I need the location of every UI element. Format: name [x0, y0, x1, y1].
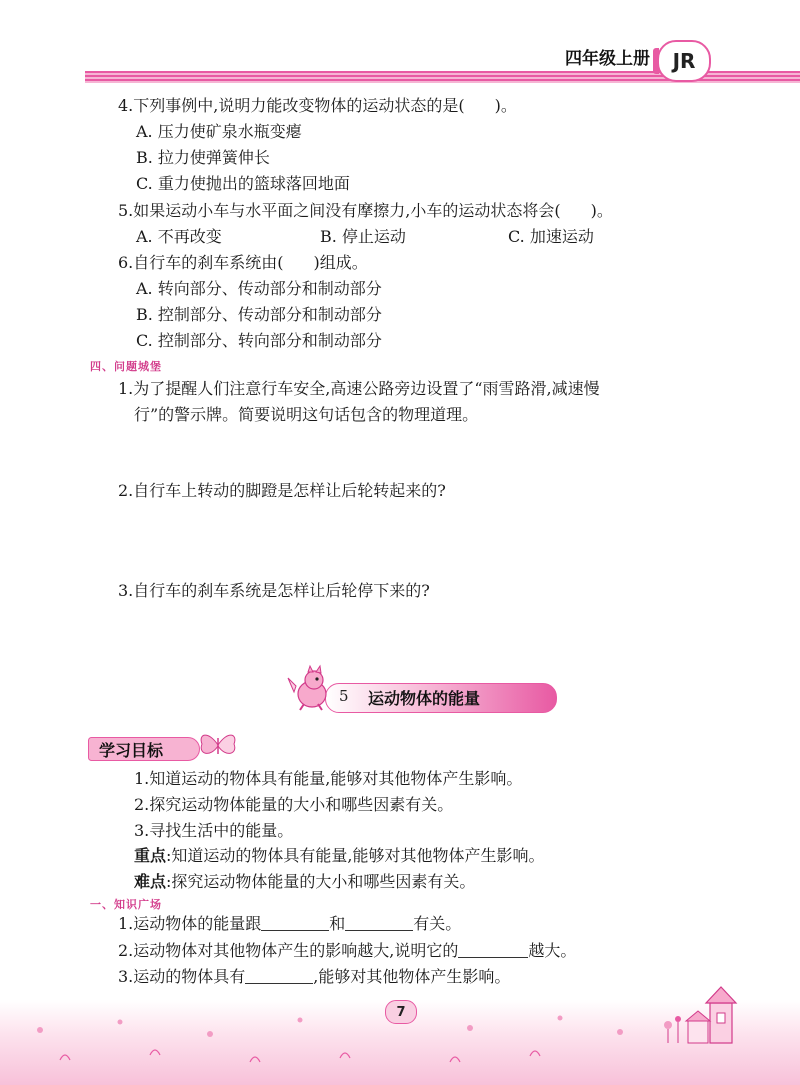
problem-1-line-1: 1.为了提醒人们注意行车安全,高速公路旁边设置了“雨雪路滑,减速慢	[118, 379, 600, 398]
lesson-title: 运动物体的能量	[368, 689, 481, 708]
question-5-stem: 5.如果运动小车与水平面之间没有摩擦力,小车的运动状态将会( )。	[118, 201, 613, 220]
question-4-option-b: B. 拉力使弹簧伸长	[136, 148, 270, 167]
question-5-option-b: B. 停止运动	[320, 227, 406, 246]
section-four-heading: 四、问题城堡	[90, 360, 162, 373]
question-4-stem: 4.下列事例中,说明力能改变物体的运动状态的是( )。	[118, 96, 517, 115]
question-4-option-c: C. 重力使抛出的篮球落回地面	[136, 174, 350, 193]
edition-badge: JR	[657, 40, 711, 82]
difficulty-point: 难点:探究运动物体能量的大小和哪些因素有关。	[134, 872, 476, 891]
question-6-option-a: A. 转向部分、传动部分和制动部分	[136, 279, 382, 298]
fill-question-3: 3.运动的物体具有 ,能够对其他物体产生影响。	[118, 967, 511, 986]
answer-blank[interactable]	[345, 914, 413, 931]
grade-volume-title: 四年级上册	[565, 49, 650, 69]
goal-item-3: 3.寻找生活中的能量。	[134, 821, 294, 840]
question-6-stem: 6.自行车的刹车系统由( )组成。	[118, 253, 368, 272]
key-point: 重点:知道运动的物体具有能量,能够对其他物体产生影响。	[134, 846, 545, 865]
question-6-option-c: C. 控制部分、转向部分和制动部分	[136, 331, 382, 350]
butterfly-icon	[198, 728, 238, 762]
fill-question-2: 2.运动物体对其他物体产生的影响越大,说明它的 越大。	[118, 941, 577, 960]
question-5-option-a: A. 不再改变	[136, 227, 222, 246]
lesson-number: 5	[339, 687, 349, 705]
learning-goals-tab: 学习目标	[88, 737, 200, 761]
question-5-option-c: C. 加速运动	[508, 227, 594, 246]
section-one-heading: 一、知识广场	[90, 898, 162, 911]
question-6-option-b: B. 控制部分、传动部分和制动部分	[136, 305, 382, 324]
problem-1-line-2: 行”的警示牌。简要说明这句话包含的物理道理。	[134, 405, 479, 424]
key-point-label: 重点	[134, 846, 167, 865]
answer-blank[interactable]	[458, 941, 528, 958]
goal-item-1: 1.知道运动的物体具有能量,能够对其他物体产生影响。	[134, 769, 523, 788]
problem-3: 3.自行车的刹车系统是怎样让后轮停下来的?	[118, 581, 430, 600]
problem-2: 2.自行车上转动的脚蹬是怎样让后轮转起来的?	[118, 481, 446, 500]
answer-blank[interactable]	[245, 967, 313, 984]
fill-question-1: 1.运动物体的能量跟 和 有关。	[118, 914, 462, 933]
difficulty-point-label: 难点	[134, 872, 167, 891]
question-4-option-a: A. 压力使矿泉水瓶变瘪	[136, 122, 302, 141]
dragon-mascot-icon	[286, 664, 336, 714]
castle-tower-icon	[660, 985, 750, 1045]
answer-blank[interactable]	[261, 914, 329, 931]
goal-item-2: 2.探究运动物体能量的大小和哪些因素有关。	[134, 795, 454, 814]
page-number: 7	[385, 1000, 417, 1024]
